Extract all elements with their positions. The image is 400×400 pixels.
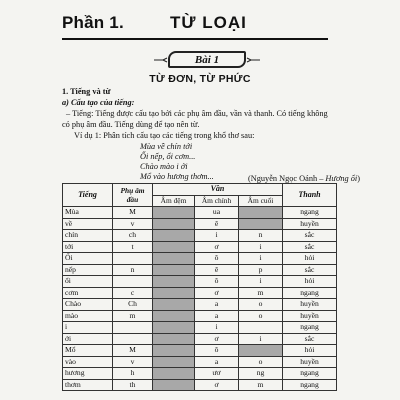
cell-phu-am-dau: th <box>113 379 153 391</box>
right-flourish-icon <box>246 57 260 63</box>
cell-am-cuoi: ng <box>239 368 283 380</box>
cell-thanh: huyền <box>283 356 337 368</box>
cell-am-chinh: ươ <box>195 368 239 380</box>
cell-thanh: sắc <box>283 333 337 345</box>
cell-am-dem <box>153 276 195 288</box>
cell-thanh: huyền <box>283 299 337 311</box>
cell-thanh: sắc <box>283 241 337 253</box>
cell-am-dem <box>153 299 195 311</box>
cell-am-chinh: ua <box>195 207 239 219</box>
cell-thanh: ngang <box>283 287 337 299</box>
cell-phu-am-dau: Ch <box>113 299 153 311</box>
cell-am-chinh: ê <box>195 264 239 276</box>
cell-tieng: tới <box>63 241 113 253</box>
header-van: Vần <box>153 184 283 196</box>
table-row <box>63 241 337 253</box>
cell-am-cuoi: o <box>239 299 283 311</box>
table-row <box>63 310 337 322</box>
cell-phu-am-dau <box>113 322 153 334</box>
cell-am-cuoi: p <box>239 264 283 276</box>
cell-am-dem <box>153 345 195 357</box>
cell-am-chinh: ô <box>195 345 239 357</box>
cell-am-cuoi: m <box>239 287 283 299</box>
cell-am-dem <box>153 230 195 242</box>
cell-am-dem <box>153 368 195 380</box>
table-row <box>63 207 337 219</box>
cell-phu-am-dau <box>113 253 153 265</box>
poem-line: Mổ vào hương thơm... <box>140 172 214 181</box>
cell-phu-am-dau <box>113 276 153 288</box>
cell-am-cuoi: i <box>239 253 283 265</box>
cell-am-dem <box>153 379 195 391</box>
cell-am-cuoi: i <box>239 276 283 288</box>
cell-tieng: hương <box>63 368 113 380</box>
cell-phu-am-dau: h <box>113 368 153 380</box>
cell-phu-am-dau: ch <box>113 230 153 242</box>
cell-thanh: sắc <box>283 230 337 242</box>
cell-am-cuoi <box>239 207 283 219</box>
table-row <box>63 287 337 299</box>
cell-tieng: nếp <box>63 264 113 276</box>
table-row <box>63 379 337 391</box>
example-intro: Ví dụ 1: Phân tích cấu tạo các tiếng trong khổ thơ sau: <box>74 131 255 140</box>
part-label: Phần 1. <box>62 13 124 32</box>
table-row <box>63 264 337 276</box>
cell-am-dem <box>153 207 195 219</box>
cell-tieng: Mổ <box>63 345 113 357</box>
cell-thanh: hỏi <box>283 253 337 265</box>
cell-phu-am-dau: v <box>113 218 153 230</box>
cell-am-cuoi: n <box>239 230 283 242</box>
cell-tieng: mào <box>63 310 113 322</box>
cell-tieng: i <box>63 322 113 334</box>
cell-am-dem <box>153 310 195 322</box>
cell-thanh: ngang <box>283 368 337 380</box>
cell-am-chinh: i <box>195 230 239 242</box>
cell-phu-am-dau <box>113 333 153 345</box>
poem-line: Ổi nếp, ổi cơm... <box>140 152 196 161</box>
cell-am-chinh: ơ <box>195 379 239 391</box>
cell-tieng: cơm <box>63 287 113 299</box>
cell-am-chinh: ơ <box>195 333 239 345</box>
cell-am-chinh: ô <box>195 253 239 265</box>
cell-tieng: về <box>63 218 113 230</box>
cell-phu-am-dau: v <box>113 356 153 368</box>
cell-thanh: huyền <box>283 310 337 322</box>
lesson-badge <box>168 51 246 68</box>
poem-line: Chào mào i ới <box>140 162 188 171</box>
cell-am-chinh: i <box>195 322 239 334</box>
header-am-chinh: Âm chính <box>195 195 239 207</box>
lesson-title: TỪ ĐƠN, TỪ PHỨC <box>149 73 251 85</box>
citation-author: (Nguyễn Ngọc Oánh – <box>248 174 326 183</box>
cell-phu-am-dau: M <box>113 207 153 219</box>
cell-thanh: ngang <box>283 379 337 391</box>
cell-thanh: hỏi <box>283 345 337 357</box>
citation-work: Hương ổi <box>325 174 358 183</box>
table-row <box>63 276 337 288</box>
cell-tieng: chín <box>63 230 113 242</box>
table-row <box>63 218 337 230</box>
cell-thanh: hỏi <box>283 276 337 288</box>
analysis-table <box>62 183 337 391</box>
cell-am-dem <box>153 241 195 253</box>
cell-am-chinh: a <box>195 356 239 368</box>
cell-phu-am-dau: c <box>113 287 153 299</box>
cell-tieng: thơm <box>63 379 113 391</box>
cell-am-dem <box>153 264 195 276</box>
cell-am-chinh: ô <box>195 276 239 288</box>
lesson-label: Bài 1 <box>194 53 220 66</box>
cell-phu-am-dau: n <box>113 264 153 276</box>
cell-am-dem <box>153 356 195 368</box>
cell-phu-am-dau: t <box>113 241 153 253</box>
cell-am-cuoi: i <box>239 241 283 253</box>
subsection-heading: a) Cấu tạo của tiếng: <box>62 98 135 107</box>
cell-am-dem <box>153 333 195 345</box>
cell-thanh: ngang <box>283 322 337 334</box>
cell-am-chinh: ơ <box>195 241 239 253</box>
cell-tieng: vào <box>63 356 113 368</box>
cell-am-dem <box>153 253 195 265</box>
cell-am-cuoi: i <box>239 333 283 345</box>
cell-am-cuoi <box>239 322 283 334</box>
cell-tieng: Chào <box>63 299 113 311</box>
table-row <box>63 333 337 345</box>
chapter-title: TỪ LOẠI <box>170 13 247 32</box>
poem-line: Mùa về chín tới <box>140 142 193 151</box>
cell-tieng: ổi <box>63 276 113 288</box>
cell-am-chinh: ê <box>195 218 239 230</box>
paragraph-line-2: có phụ âm đầu. Tiếng dùng để tạo nên từ. <box>62 120 200 129</box>
cell-am-dem <box>153 322 195 334</box>
table-row <box>63 253 337 265</box>
cell-phu-am-dau: m <box>113 310 153 322</box>
cell-tieng: Mùa <box>63 207 113 219</box>
cell-thanh: huyền <box>283 218 337 230</box>
cell-phu-am-dau: M <box>113 345 153 357</box>
cell-am-cuoi: o <box>239 356 283 368</box>
chapter-header <box>0 0 400 40</box>
header-thanh: Thanh <box>283 184 337 207</box>
cell-thanh: sắc <box>283 264 337 276</box>
section-heading: 1. Tiếng và từ <box>62 87 111 96</box>
cell-am-cuoi: o <box>239 310 283 322</box>
table-row <box>63 299 337 311</box>
cell-am-dem <box>153 218 195 230</box>
table-row <box>63 322 337 334</box>
paragraph-line-1: – Tiếng: Tiếng được cấu tạo bởi các phụ âm đầu, vần và thanh. Có tiếng không <box>66 109 328 118</box>
cell-am-chinh: a <box>195 310 239 322</box>
cell-am-chinh: a <box>195 299 239 311</box>
header-am-cuoi: Âm cuối <box>239 195 283 207</box>
cell-am-cuoi: m <box>239 379 283 391</box>
cell-tieng: Ổi <box>63 253 113 265</box>
cell-am-cuoi <box>239 345 283 357</box>
table-row <box>63 345 337 357</box>
table-row <box>63 356 337 368</box>
cell-thanh: ngang <box>283 207 337 219</box>
header-phu-am-dau: Phụ âm đầu <box>113 184 153 207</box>
table-body <box>63 207 337 391</box>
cell-am-cuoi <box>239 218 283 230</box>
header-am-dem: Âm đệm <box>153 195 195 207</box>
citation-end: ) <box>357 174 360 183</box>
header-rule <box>62 38 328 40</box>
cell-tieng: ới <box>63 333 113 345</box>
cell-am-chinh: ơ <box>195 287 239 299</box>
cell-am-dem <box>153 287 195 299</box>
table-row <box>63 230 337 242</box>
header-tieng: Tiếng <box>63 184 113 207</box>
table-row <box>63 368 337 380</box>
left-flourish-icon <box>154 57 168 63</box>
